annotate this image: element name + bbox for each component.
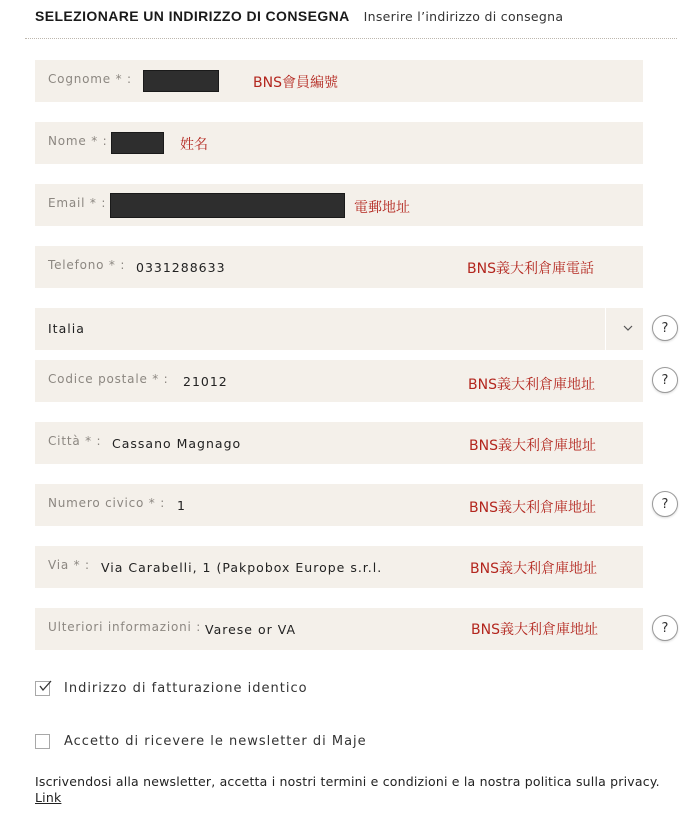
via-label: Via * : <box>48 558 90 572</box>
citta-annotation: BNS義大利倉庫地址 <box>469 438 596 454</box>
cognome-annotation: BNS會員編號 <box>253 75 338 91</box>
page-subtitle: Inserire l’indirizzo di consegna <box>363 9 564 24</box>
civic-help-icon[interactable]: ? <box>652 491 678 517</box>
ulteriori-value: Varese or VA <box>205 622 297 637</box>
telefono-value: 0331288633 <box>136 260 226 275</box>
telefono-annotation: BNS義大利倉庫電話 <box>467 261 594 277</box>
telefono-field[interactable] <box>35 246 643 288</box>
codice-postale-label: Codice postale * : <box>48 372 169 386</box>
nome-field[interactable] <box>35 122 643 164</box>
select-divider <box>605 308 606 350</box>
billing-same-checkbox[interactable] <box>35 681 50 696</box>
country-value: Italia <box>48 321 85 336</box>
nome-annotation: 姓名 <box>180 137 208 153</box>
form-header <box>35 8 563 24</box>
via-value: Via Carabelli, 1 (Pakpobox Europe s.r.l. <box>101 560 383 575</box>
chevron-down-icon[interactable] <box>621 321 635 335</box>
nome-label: Nome * : <box>48 134 108 148</box>
ulteriori-annotation: BNS義大利倉庫地址 <box>471 622 598 638</box>
via-annotation: BNS義大利倉庫地址 <box>470 561 597 577</box>
nome-redacted-value <box>111 132 164 154</box>
ulteriori-label: Ulteriori informazioni : <box>48 620 202 634</box>
email-redacted-value <box>110 193 345 218</box>
email-annotation: 電郵地址 <box>354 200 410 216</box>
privacy-link[interactable]: Link <box>35 790 62 805</box>
ulteriori-field[interactable] <box>35 608 643 650</box>
codice-postale-field[interactable] <box>35 360 643 402</box>
newsletter-checkbox[interactable] <box>35 734 50 749</box>
citta-field[interactable] <box>35 422 643 464</box>
cognome-field[interactable] <box>35 60 643 102</box>
page-title: SELEZIONARE UN INDIRIZZO DI CONSEGNA <box>35 8 350 24</box>
numero-civico-annotation: BNS義大利倉庫地址 <box>469 500 596 516</box>
codice-postale-annotation: BNS義大利倉庫地址 <box>468 377 595 393</box>
terms-text: Iscrivendosi alla newsletter, accetta i nostri termini e condizioni e la nostra politica sulla privacy. <box>35 774 660 789</box>
postal-help-icon[interactable]: ? <box>652 367 678 393</box>
country-select[interactable] <box>35 308 643 350</box>
billing-same-row[interactable] <box>35 681 308 696</box>
email-field[interactable] <box>35 184 643 226</box>
cognome-redacted-value <box>143 70 219 92</box>
country-help-icon[interactable]: ? <box>652 315 678 341</box>
codice-postale-value: 21012 <box>183 374 228 389</box>
citta-value: Cassano Magnago <box>112 436 242 451</box>
numero-civico-value: 1 <box>177 498 186 513</box>
numero-civico-field[interactable] <box>35 484 643 526</box>
via-field[interactable] <box>35 546 643 588</box>
newsletter-terms <box>35 774 675 806</box>
email-label: Email * : <box>48 196 107 210</box>
extra-info-help-icon[interactable]: ? <box>652 615 678 641</box>
cognome-label: Cognome * : <box>48 72 132 86</box>
numero-civico-label: Numero civico * : <box>48 496 166 510</box>
citta-label: Città * : <box>48 434 102 448</box>
checkmark-icon <box>37 678 53 694</box>
newsletter-label: Accetto di ricevere le newsletter di Maje <box>64 734 367 749</box>
dotted-divider <box>25 38 677 39</box>
newsletter-row[interactable] <box>35 734 367 749</box>
telefono-label: Telefono * : <box>48 258 126 272</box>
billing-same-label: Indirizzo di fatturazione identico <box>64 681 308 696</box>
